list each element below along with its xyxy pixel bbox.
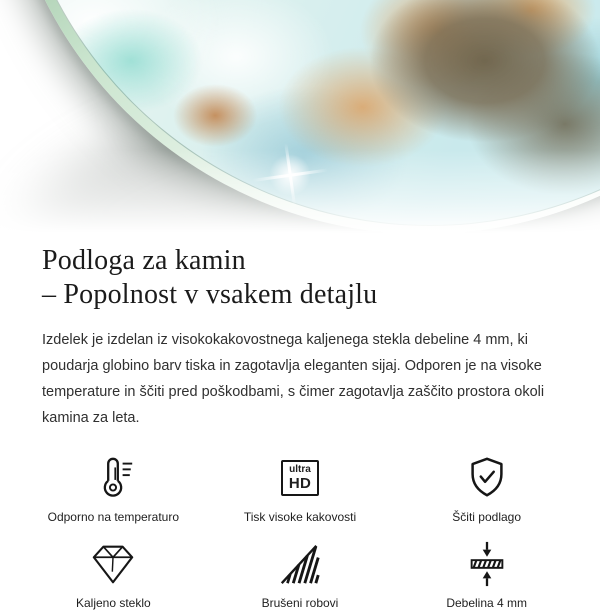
diamond-icon: [89, 540, 137, 588]
uhd-badge-bottom: HD: [288, 474, 312, 492]
polished-edges-icon: [276, 540, 324, 588]
feature-item-protection: [393, 454, 580, 524]
feature-label: Odporno na temperaturo: [47, 509, 180, 524]
feature-label: Tisk visoke kakovosti: [243, 509, 357, 524]
uhd-badge-top: ultra: [289, 463, 311, 475]
product-description: Izdelek je izdelan iz visokokakovostnega kaljenega stekla debeline 4 mm, ki poudarja globino barv tiska in zagotavlja eleganten sijaj. Odporen je na visoke temperature in ščiti pred poškodbami, s čimer zagotavlja zaščito prostora okoli kamina za leta.: [42, 332, 545, 427]
feature-item-temperature: [20, 454, 207, 524]
feature-label: Debelina 4 mm: [446, 595, 528, 610]
feature-grid: [20, 454, 580, 610]
title-line-2: – Popolnost v vsakem detajlu: [42, 278, 378, 310]
page-title: [42, 244, 570, 311]
feature-item-polished-edges: [207, 540, 394, 610]
title-line-1: Podloga za kamin: [42, 245, 246, 276]
shield-check-icon: [463, 454, 511, 502]
thickness-icon: [463, 540, 511, 588]
feature-item-tempered-glass: [20, 540, 207, 610]
feature-item-print-quality: [207, 454, 394, 524]
feature-item-thickness: [393, 540, 580, 610]
feature-label: Kaljeno steklo: [75, 595, 151, 610]
product-copy: [0, 244, 600, 432]
ultra-hd-icon: [281, 454, 319, 502]
feature-label: Brušeni robovi: [261, 595, 339, 610]
product-hero-image: [0, 0, 600, 240]
thermometer-icon: [89, 454, 137, 502]
feature-label: Ščiti podlago: [452, 509, 522, 524]
sparkle-highlight-icon: [247, 132, 333, 218]
